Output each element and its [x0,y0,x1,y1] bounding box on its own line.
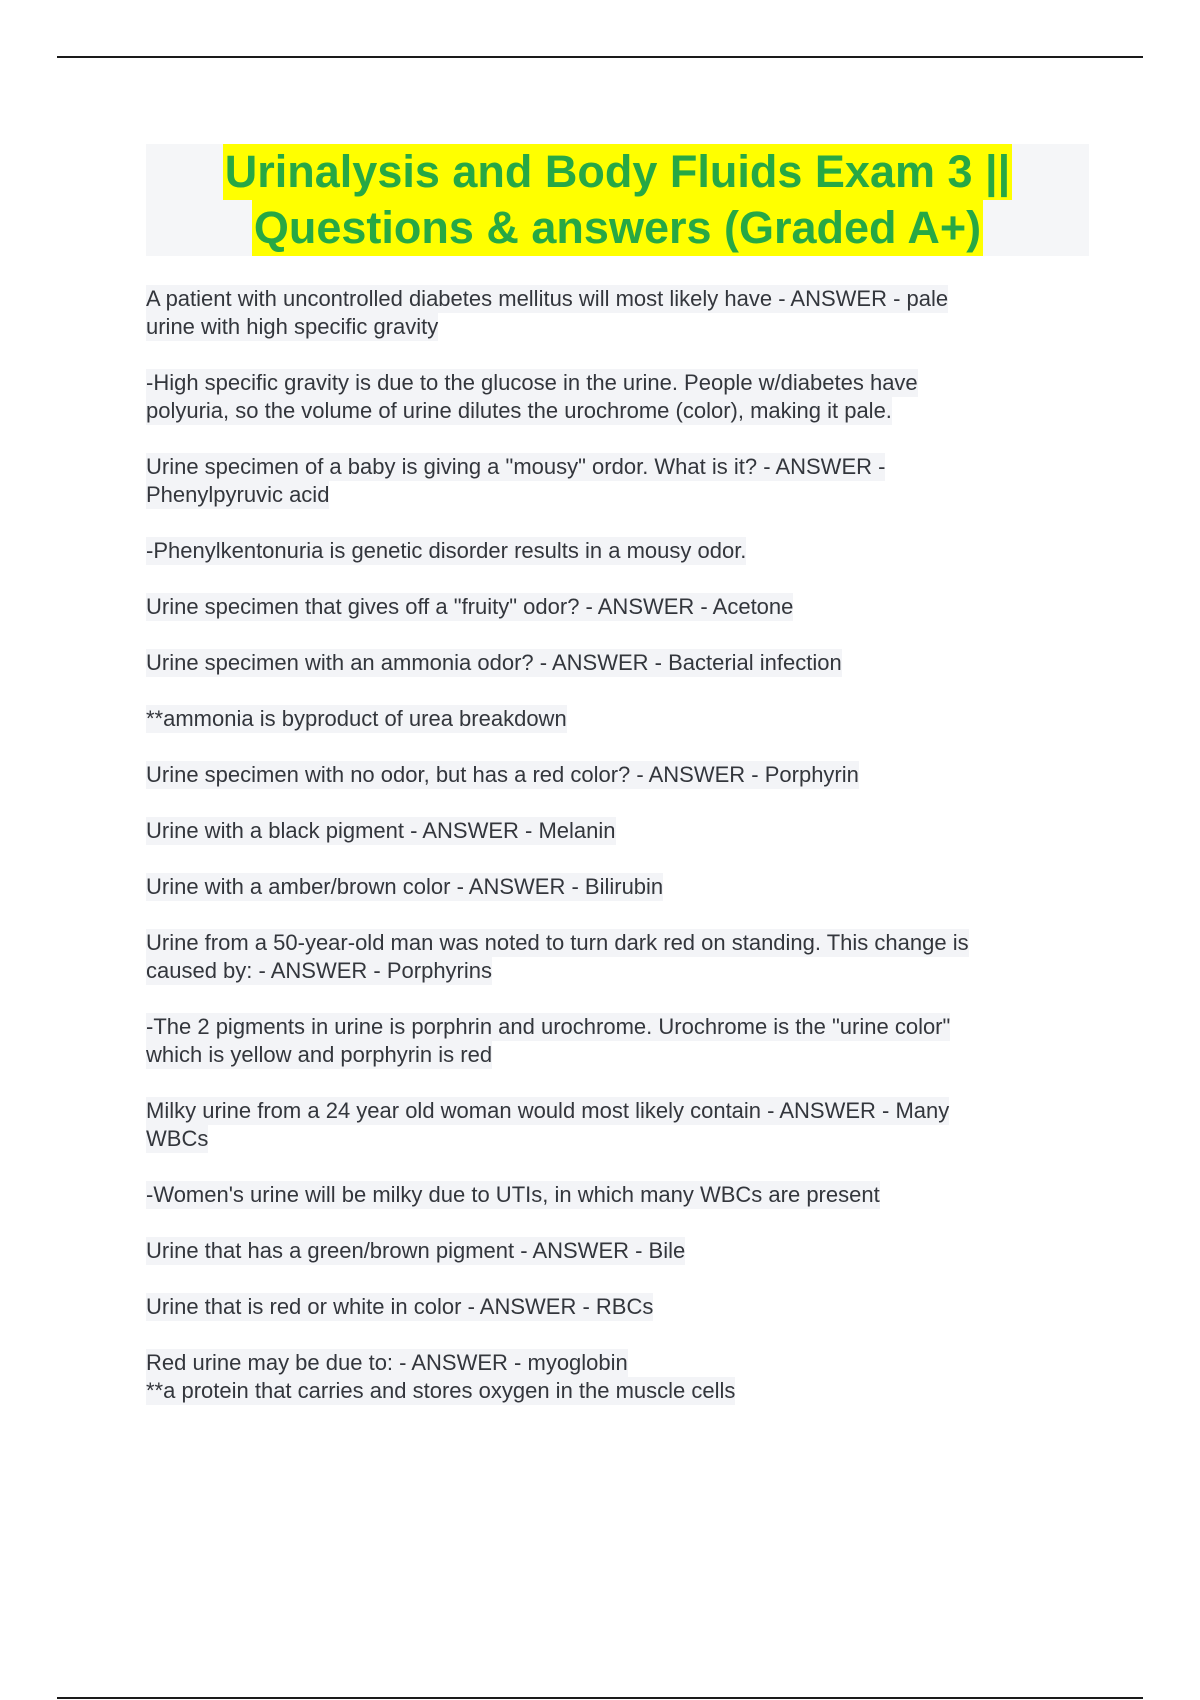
paragraph-line-text: Urine specimen with no odor, but has a red color? - ANSWER - Porphyrin [146,762,859,787]
paragraph-line-text: Milky urine from a 24 year old woman would most likely contain - ANSWER - Many [146,1098,950,1123]
qa-paragraph [146,537,1091,565]
paragraph-line-text: Red urine may be due to: - ANSWER - myoglobin [146,1350,628,1375]
paragraph-line [146,957,1091,985]
qa-paragraph [146,285,1091,341]
qa-paragraph [146,873,1091,901]
qa-paragraph [146,453,1091,509]
paragraph-line-text: which is yellow and porphyrin is red [146,1042,493,1067]
paragraph-line [146,1377,1091,1405]
paragraph-line-text: A patient with uncontrolled diabetes mellitus will most likely have - ANSWER - pale [146,286,949,311]
paragraph-line [146,929,1091,957]
paragraph-line [146,537,1091,565]
title-line-2: Questions & answers (Graded A+) [252,200,983,256]
paragraph-line-text: Urine that is red or white in color - ANSWER - RBCs [146,1294,654,1319]
paragraph-line [146,369,1091,397]
paragraph-line-text: -The 2 pigments in urine is porphrin and urochrome. Urochrome is the "urine color" [146,1014,951,1039]
qa-paragraph [146,1097,1091,1153]
paragraph-line-text: caused by: - ANSWER - Porphyrins [146,958,493,983]
paragraph-line-text: **ammonia is byproduct of urea breakdown [146,706,567,731]
document-body [146,285,1091,1405]
qa-paragraph [146,817,1091,845]
paragraph-line-text: **a protein that carries and stores oxygen in the muscle cells [146,1378,736,1403]
paragraph-line [146,705,1091,733]
paragraph-line [146,1041,1091,1069]
qa-paragraph [146,369,1091,425]
qa-paragraph [146,593,1091,621]
qa-paragraph [146,1237,1091,1265]
qa-paragraph [146,1293,1091,1321]
paragraph-line-text: polyuria, so the volume of urine dilutes the urochrome (color), making it pale. [146,398,892,423]
paragraph-line-text: Urine with a black pigment - ANSWER - Melanin [146,818,616,843]
paragraph-line [146,1349,1091,1377]
title-line-1: Urinalysis and Body Fluids Exam 3 || [223,144,1012,200]
top-rule [57,56,1143,58]
paragraph-line-text: Urine from a 50-year-old man was noted to turn dark red on standing. This change is [146,930,969,955]
paragraph-line [146,1125,1091,1153]
qa-paragraph [146,1181,1091,1209]
paragraph-line [146,313,1091,341]
paragraph-line [146,285,1091,313]
paragraph-line [146,1013,1091,1041]
qa-paragraph [146,1013,1091,1069]
paragraph-line-text: Phenylpyruvic acid [146,482,330,507]
qa-paragraph [146,649,1091,677]
paragraph-line [146,593,1091,621]
paragraph-line [146,649,1091,677]
paragraph-line-text: Urine specimen of a baby is giving a "mousy" ordor. What is it? - ANSWER - [146,454,886,479]
paragraph-line [146,817,1091,845]
paragraph-line-text: -High specific gravity is due to the glucose in the urine. People w/diabetes have [146,370,918,395]
paragraph-line-text: Urine with a amber/brown color - ANSWER - Bilirubin [146,874,664,899]
paragraph-line-text: -Phenylkentonuria is genetic disorder results in a mousy odor. [146,538,747,563]
paragraph-line [146,453,1091,481]
bottom-rule [57,1697,1143,1699]
paragraph-line [146,397,1091,425]
paragraph-line [146,1181,1091,1209]
document-title [146,144,1089,256]
paragraph-line [146,481,1091,509]
paragraph-line-text: -Women's urine will be milky due to UTIs, in which many WBCs are present [146,1182,880,1207]
qa-paragraph [146,761,1091,789]
paragraph-line-text: Urine specimen that gives off a "fruity" odor? - ANSWER - Acetone [146,594,794,619]
paragraph-line-text: urine with high specific gravity [146,314,439,339]
paragraph-line-text: Urine specimen with an ammonia odor? - ANSWER - Bacterial infection [146,650,842,675]
qa-paragraph [146,929,1091,985]
paragraph-line [146,1237,1091,1265]
paragraph-line [146,873,1091,901]
paragraph-line-text: Urine that has a green/brown pigment - ANSWER - Bile [146,1238,686,1263]
qa-paragraph [146,705,1091,733]
paragraph-line-text: WBCs [146,1126,209,1151]
qa-paragraph [146,1349,1091,1405]
paragraph-line [146,1097,1091,1125]
paragraph-line [146,1293,1091,1321]
paragraph-line [146,761,1091,789]
